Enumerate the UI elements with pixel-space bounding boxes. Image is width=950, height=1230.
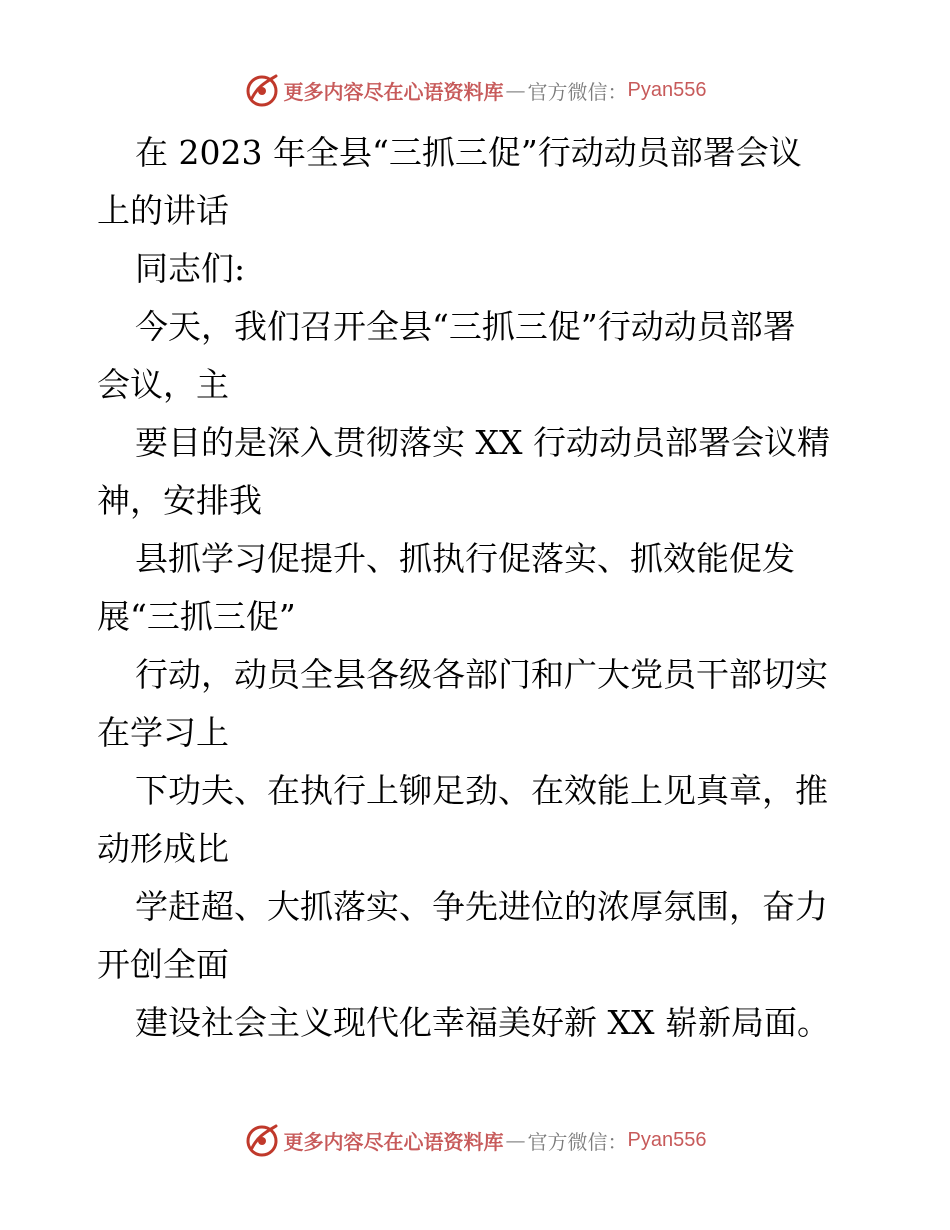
paragraph-line: 神，安排我	[97, 481, 262, 520]
banner-wechat-id: Pyan556	[627, 78, 707, 101]
paragraph-line: 今天，我们召开全县“三抓三促”行动动员部署	[135, 307, 796, 346]
paragraph-line: 展“三抓三促”	[97, 597, 296, 636]
title-line-2: 上的讲话	[97, 191, 229, 230]
paragraph-line: 动形成比	[97, 829, 229, 868]
brand-logo-icon	[244, 72, 280, 108]
paragraph-line: 要目的是深入贯彻落实 XX 行动动员部署会议精	[135, 423, 830, 462]
banner-wechat-id: Pyan556	[627, 1128, 707, 1151]
paragraph-line: 县抓学习促提升、抓执行促落实、抓效能促发	[135, 539, 795, 578]
banner-site-text: 更多内容尽在心语资料库	[283, 79, 504, 104]
banner-site-text: 更多内容尽在心语资料库	[283, 1129, 504, 1154]
banner-dash: —	[505, 1128, 526, 1152]
salutation: 同志们:	[135, 249, 246, 288]
brand-logo-icon	[244, 1122, 280, 1158]
paragraph-line: 建设社会主义现代化幸福美好新 XX 崭新局面。	[135, 1003, 830, 1042]
title-line-1: 在 2023 年全县“三抓三促”行动动员部署会议	[135, 133, 802, 172]
paragraph-line: 开创全面	[97, 945, 229, 984]
paragraph-line: 在学习上	[97, 713, 229, 752]
document-body	[97, 124, 857, 1052]
banner-dash: —	[505, 78, 526, 102]
footer-watermark	[0, 1120, 950, 1160]
paragraph-line: 下功夫、在执行上铆足劲、在效能上见真章，推	[135, 771, 828, 810]
banner-wechat-label: 官方微信：	[527, 79, 628, 104]
paragraph-line: 行动，动员全县各级各部门和广大党员干部切实	[135, 655, 828, 694]
paragraph-line: 会议，主	[97, 365, 229, 404]
banner-wechat-label: 官方微信：	[527, 1129, 628, 1154]
header-watermark	[0, 70, 950, 110]
paragraph-line: 学赶超、大抓落实、争先进位的浓厚氛围，奋力	[135, 887, 828, 926]
